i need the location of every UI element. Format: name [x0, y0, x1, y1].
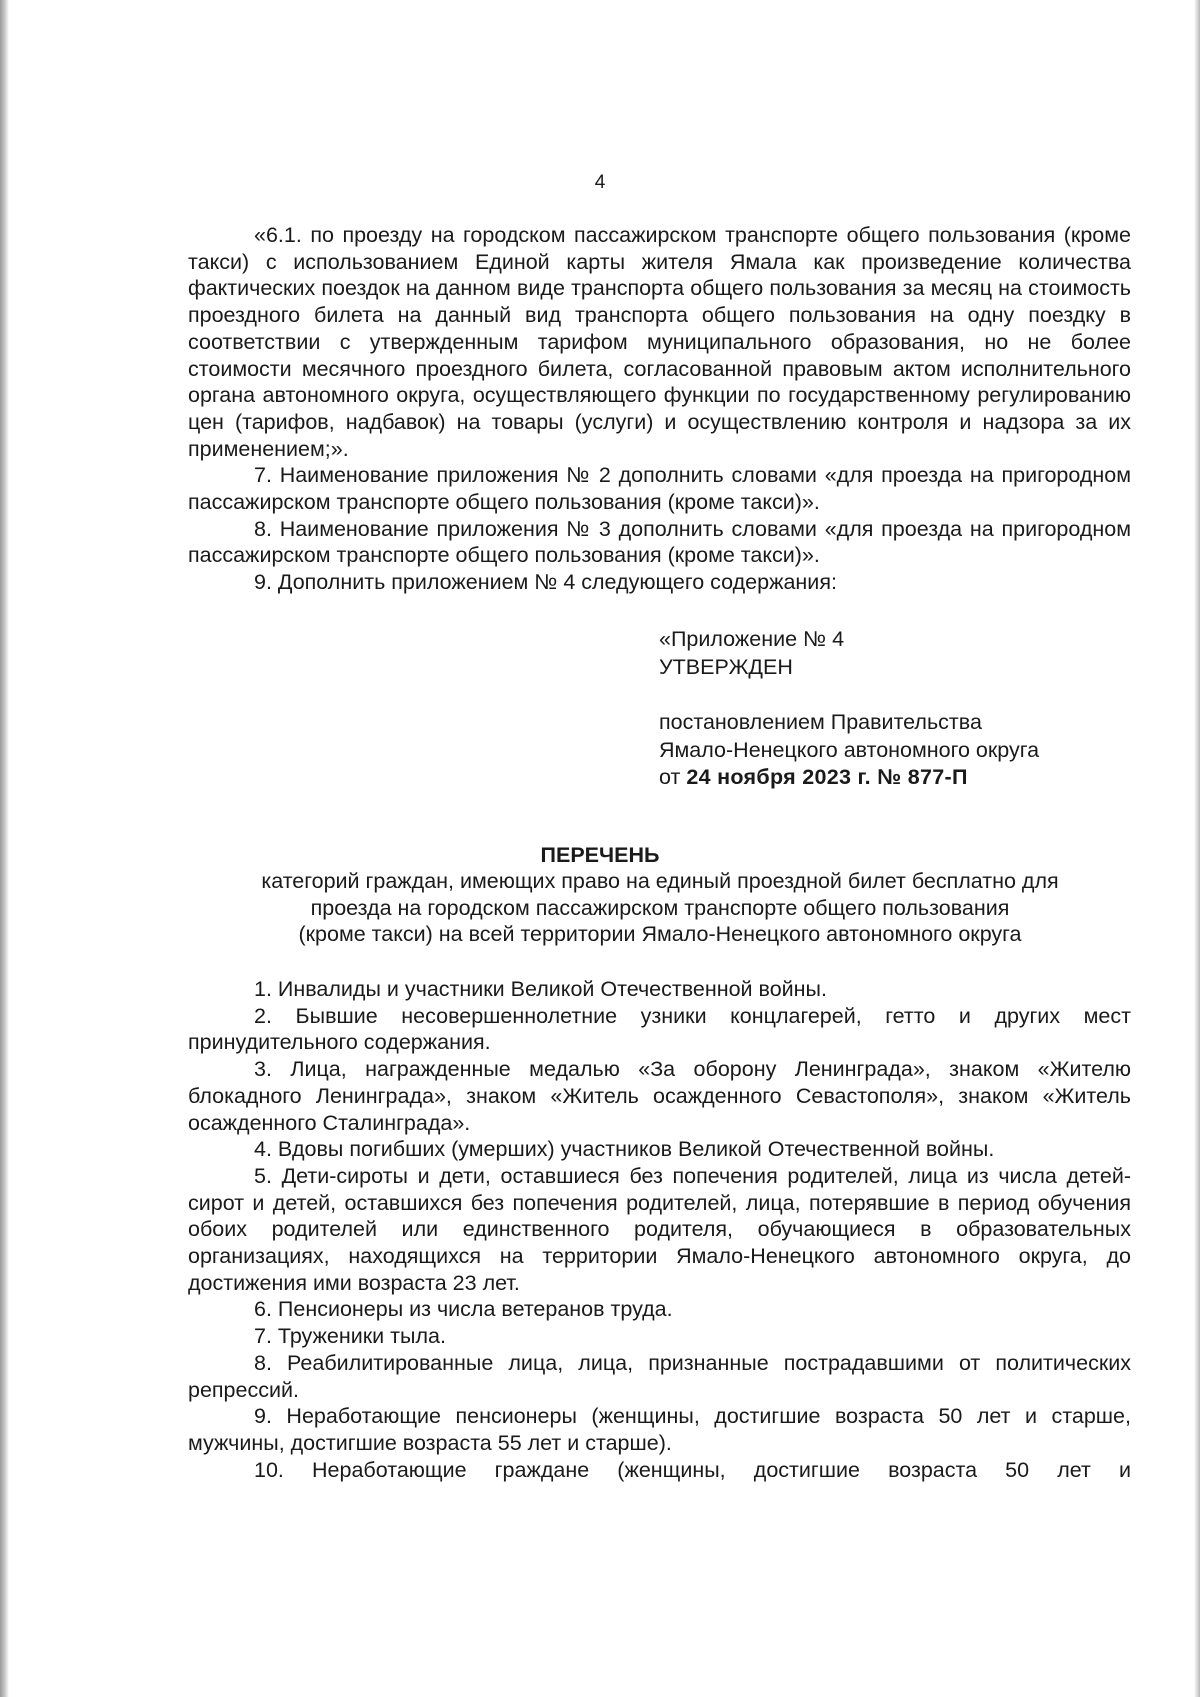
page-number: 4: [594, 172, 606, 193]
clause-8: 8. Наименование приложения № 3 дополнить словами «для проезда на пригородном пассажирском транспорте общего пользования (кроме такси)».: [188, 516, 1131, 568]
amendment-text: [188, 222, 1131, 596]
list-item: 5. Дети-сироты и дети, оставшиеся без попечения родителей, лица из числа детей-сирот и детей, оставшихся без попечения родителей, лица, потерявшие в период обучения обоих родителей или единственного родителя, обучающиеся в образовательных организациях, находящихся на территории Ямало-Ненецкого автономного округа, до достижения ими возраста 23 лет.: [188, 1163, 1131, 1295]
appendix-spacer: [659, 681, 1039, 709]
appendix-resolution-line-2: Ямало-Ненецкого автономного округа: [659, 737, 1040, 762]
appendix-date-value: 24 ноября 2023 г. № 877-П: [686, 765, 968, 789]
category-list: [188, 976, 1131, 1483]
appendix-resolution-line-1: постановлением Правительства: [659, 710, 982, 734]
clause-9: 9. Дополнить приложением № 4 следующего содержания:: [254, 570, 837, 595]
list-subtitle-line: (кроме такси) на всей территории Ямало-Ненецкого автономного округа: [298, 922, 1022, 947]
clause-6-1: «6.1. по проезду на городском пассажирском транспорте общего пользования (кроме такси) с использованием Единой карты жителя Ямала как произведение количества фактических поездок на данном виде транспорта общего пользования за месяц на стоимость проездного билета на данный вид транспорта общего пользования на одну поездку в соответствии с утвержденным тарифом муниципального образования, но не более стоимости месячного проездного билета, согласованной правовым актом исполнительного органа автономного округа, осуществляющего функции по государственному регулированию цен (тарифов, надбавок) на товары (услуги) и осуществлению контроля и надзора за их применением;».: [188, 223, 1131, 461]
clause-7: 7. Наименование приложения № 2 дополнить словами «для проезда на пригородном пассажирском транспорте общего пользования (кроме такси)».: [188, 463, 1131, 515]
appendix-date-line: [659, 764, 1039, 792]
list-heading: ПЕРЕЧЕНЬ: [540, 843, 660, 867]
list-item: 6. Пенсионеры из числа ветеранов труда.: [254, 1297, 673, 1322]
list-item: 3. Лица, награжденные медалью «За оборону Ленинграда», знаком «Жителю блокадного Ленинграда», знаком «Житель осажденного Севастополя», знаком «Житель осажденного Сталинграда».: [188, 1057, 1131, 1135]
list-item: 2. Бывшие несовершеннолетние узники концлагерей, гетто и других мест принудительного содержания.: [188, 1003, 1131, 1055]
appendix-header: [659, 626, 1039, 792]
list-item: 8. Реабилитированные лица, лица, признанные пострадавшими от политических репрессий.: [188, 1350, 1131, 1402]
list-item: 7. Труженики тыла.: [254, 1324, 446, 1349]
appendix-label: «Приложение № 4: [659, 627, 845, 651]
appendix-approved: УТВЕРЖДЕН: [659, 654, 793, 679]
list-subtitle: [150, 868, 1170, 948]
list-item: 10. Неработающие граждане (женщины, достигшие возраста 50 лет и: [254, 1457, 1131, 1482]
list-item: 9. Неработающие пенсионеры (женщины, достигшие возраста 50 лет и старше, мужчины, достигшие возраста 55 лет и старше).: [188, 1404, 1131, 1455]
list-item: 1. Инвалиды и участники Великой Отечественной войны.: [254, 977, 827, 1001]
list-item: 4. Вдовы погибших (умерших) участников Великой Отечественной войны.: [254, 1137, 995, 1162]
list-subtitle-line: категорий граждан, имеющих право на единый проездной билет бесплатно для: [261, 869, 1059, 893]
appendix-date-prefix: от: [659, 765, 681, 789]
list-subtitle-line: проезда на городском пассажирском транспорте общего пользования: [310, 895, 1010, 920]
